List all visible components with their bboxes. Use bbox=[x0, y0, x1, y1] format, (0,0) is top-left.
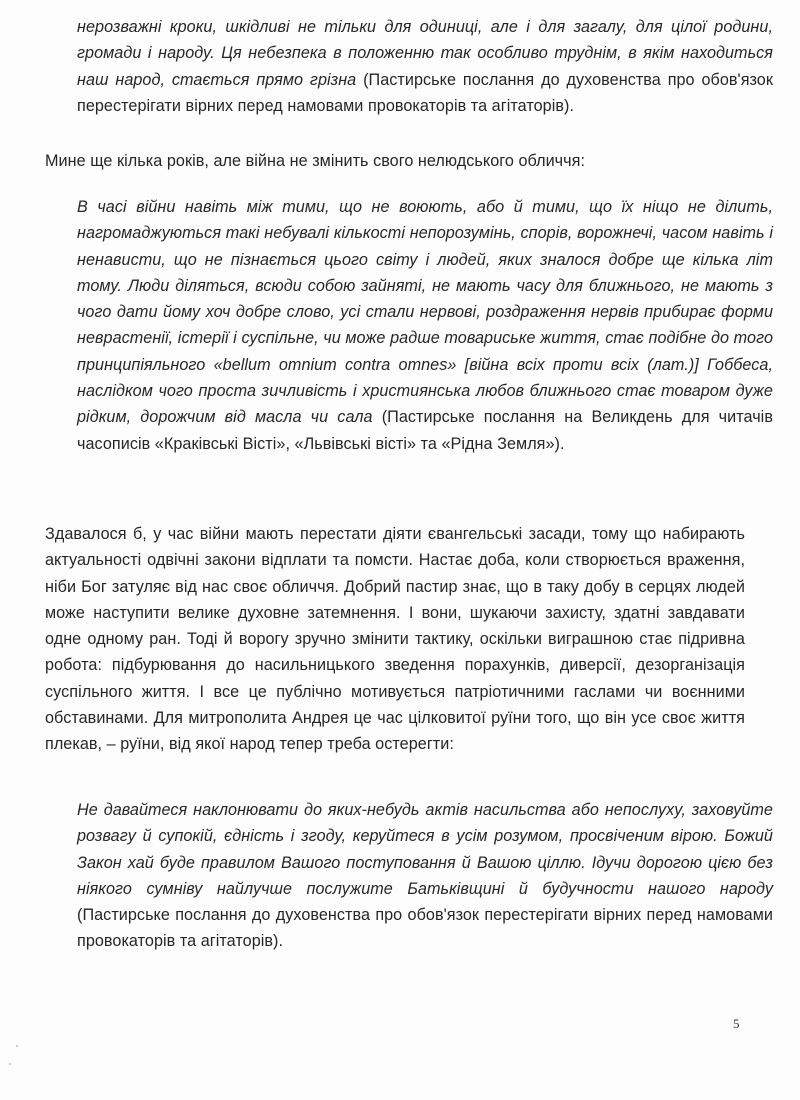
quote-block-1 bbox=[77, 14, 773, 119]
quote-block-3 bbox=[77, 797, 773, 955]
quote-text-3: Не давайтеся наклонювати до яких-небудь актів насильства або непослуху, заховуйте розвагу й супокій, єдність і згоду, керуйтеся в усім розумом, просвіченим вірою. Божий Закон хай буде правилом Вашого поступовання й Вашою ціллю. Ідучи дорогою цією без ніякого сумніву найлучше послужите Батьківщині й будучности нашого народу bbox=[77, 801, 773, 898]
quote-text-1: нерозважні кроки, шкідливі не тільки для одиниці, але і для загалу, для цілої родини, громади і народу. Ця небезпека в положенню так особливо труднім, в якім находиться наш народ, стається прямо грізна bbox=[77, 18, 773, 89]
quote-source-2: (Пастирське послання на Великдень для читачів часописів «Краківські Вісті», «Львівські вісті» та «Рідна Земля»). bbox=[77, 408, 773, 453]
paragraph-1: Мине ще кілька років, але війна не змінить свого нелюдського обличчя: bbox=[45, 152, 586, 170]
quote-source-1: (Пастирське послання до духовенства про обов'язок перестерігати вірних перед намовами провокаторів та агітаторів). bbox=[77, 70, 773, 115]
scan-speck bbox=[9, 1063, 11, 1065]
quote-text-2: В часі війни навіть між тими, що не воюють, або й тими, що їх ніщо не ділить, нагромаджуються такі небувалі кількості непорозумінь, спорів, ворожнечі, часом навіть і ненависти, що не пізнається цього світу і людей, яких зналося добре ще кілька літ тому. Люди діляться, всюди собою зайняті, не мають часу для ближнього, не мають з чого дати йому хоч добре слово, усі стали нервові, роздраження нервів прибирає форми неврастенії, істерії і суспільне, чи може радше товариське життя, стає подібне до того принципіяльного «bellum omnium contra omnes» [війна всіх проти всіх (лат.)] Гоббеса, наслідком чого проста зичливість і християнська любов ближнього стає товаром дуже рідким, дорожчим від масла чи сала bbox=[77, 198, 773, 427]
page-number: 5 bbox=[733, 1016, 740, 1031]
quote-source-3: (Пастирське послання до духовенства про обов'язок перестерігати вірних перед намовами провокаторів та агітаторів). bbox=[77, 906, 773, 951]
paragraph-2: Здавалося б, у час війни мають перестати діяти євангельські засади, тому що набирають актуальності одвічні закони відплати та помсти. Настає доба, коли створюється враження, ніби Бог затуляє від нас своє обличчя. Добрий пастир знає, що в таку добу в серцях людей може наступити велике духовне затемнення. І вони, шукаючи захисту, здатні завдавати одне одному ран. Тоді й ворогу зручно змінити тактику, оскільки виграшною стає підривна робота: підбурювання до насильницького зведення порахунків, диверсії, дезорганізація суспільного життя. І все це публічно мотивується патріотичними гаслами чи воєнними обставинами. Для митрополита Андрея це час цілковитої руїни того, що він усе своє життя плекав, – руїни, від якої народ тепер треба остерегти: bbox=[45, 525, 745, 754]
quote-block-2 bbox=[77, 194, 773, 457]
scan-speck bbox=[16, 1045, 18, 1047]
